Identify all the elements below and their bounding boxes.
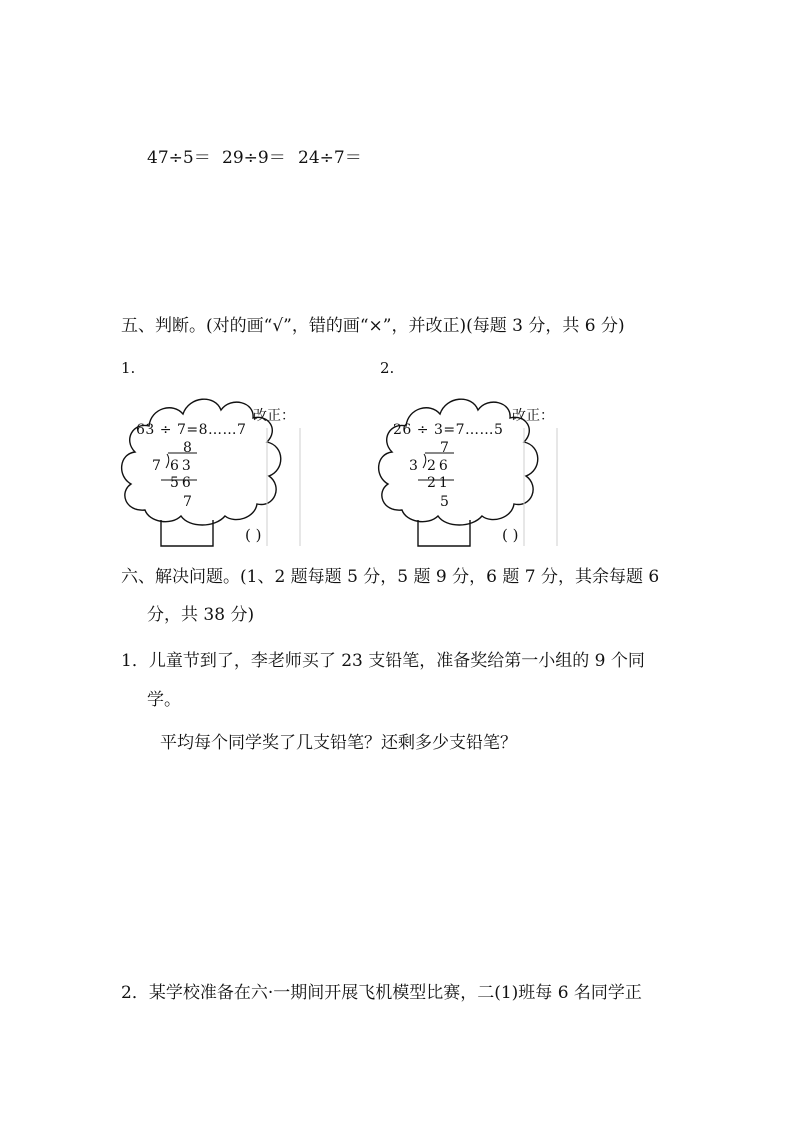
correction-label: 改正： xyxy=(512,408,554,424)
calculation-2: 29÷9＝ xyxy=(222,148,286,168)
long-division-divisor: 7 xyxy=(152,458,162,474)
answer-parentheses: ( ) xyxy=(245,526,262,544)
section5-heading: 五、判断。(对的画“√”，错的画“×”，并改正)(每题 3 分，共 6 分) xyxy=(121,316,625,336)
long-division-dividend: 63 xyxy=(170,458,194,474)
long-division-dividend: 26 xyxy=(427,458,451,474)
problem1-question: 平均每个同学奖了几支铅笔？还剩多少支铅笔？ xyxy=(160,733,517,753)
correction-label: 改正： xyxy=(253,408,295,424)
answer-parentheses: ( ) xyxy=(502,526,519,544)
long-division-product: 21 xyxy=(427,475,451,491)
long-division-quotient: 7 xyxy=(440,440,450,456)
long-division-quotient: 8 xyxy=(183,440,193,456)
long-division-remainder: 5 xyxy=(440,494,450,510)
section6-heading-line2: 分，共 38 分) xyxy=(147,605,255,625)
calculation-1: 47÷5＝ xyxy=(147,148,211,168)
section6-heading-line1: 六、解决问题。(1、2 题每题 5 分，5 题 9 分，6 题 7 分，其余每题 6 xyxy=(121,567,660,587)
problem2-text-line1: 2．某学校准备在六·一期间开展飞机模型比赛，二(1)班每 6 名同学正 xyxy=(121,983,642,1003)
division-equation: 26 ÷ 3=7……5 xyxy=(393,422,504,438)
problem1-text-line1: 1．儿童节到了，李老师买了 23 支铅笔，准备奖给第一小组的 9 个同 xyxy=(121,651,645,671)
item2-number: 2. xyxy=(380,359,395,377)
calculation-3: 24÷7＝ xyxy=(298,148,362,168)
long-division-divisor: 3 xyxy=(409,458,419,474)
problem1-text-line2: 学。 xyxy=(147,690,181,710)
long-division-product: 56 xyxy=(170,475,194,491)
long-division-remainder: 7 xyxy=(183,494,193,510)
division-equation: 63 ÷ 7=8……7 xyxy=(136,422,247,438)
item1-number: 1. xyxy=(121,359,136,377)
